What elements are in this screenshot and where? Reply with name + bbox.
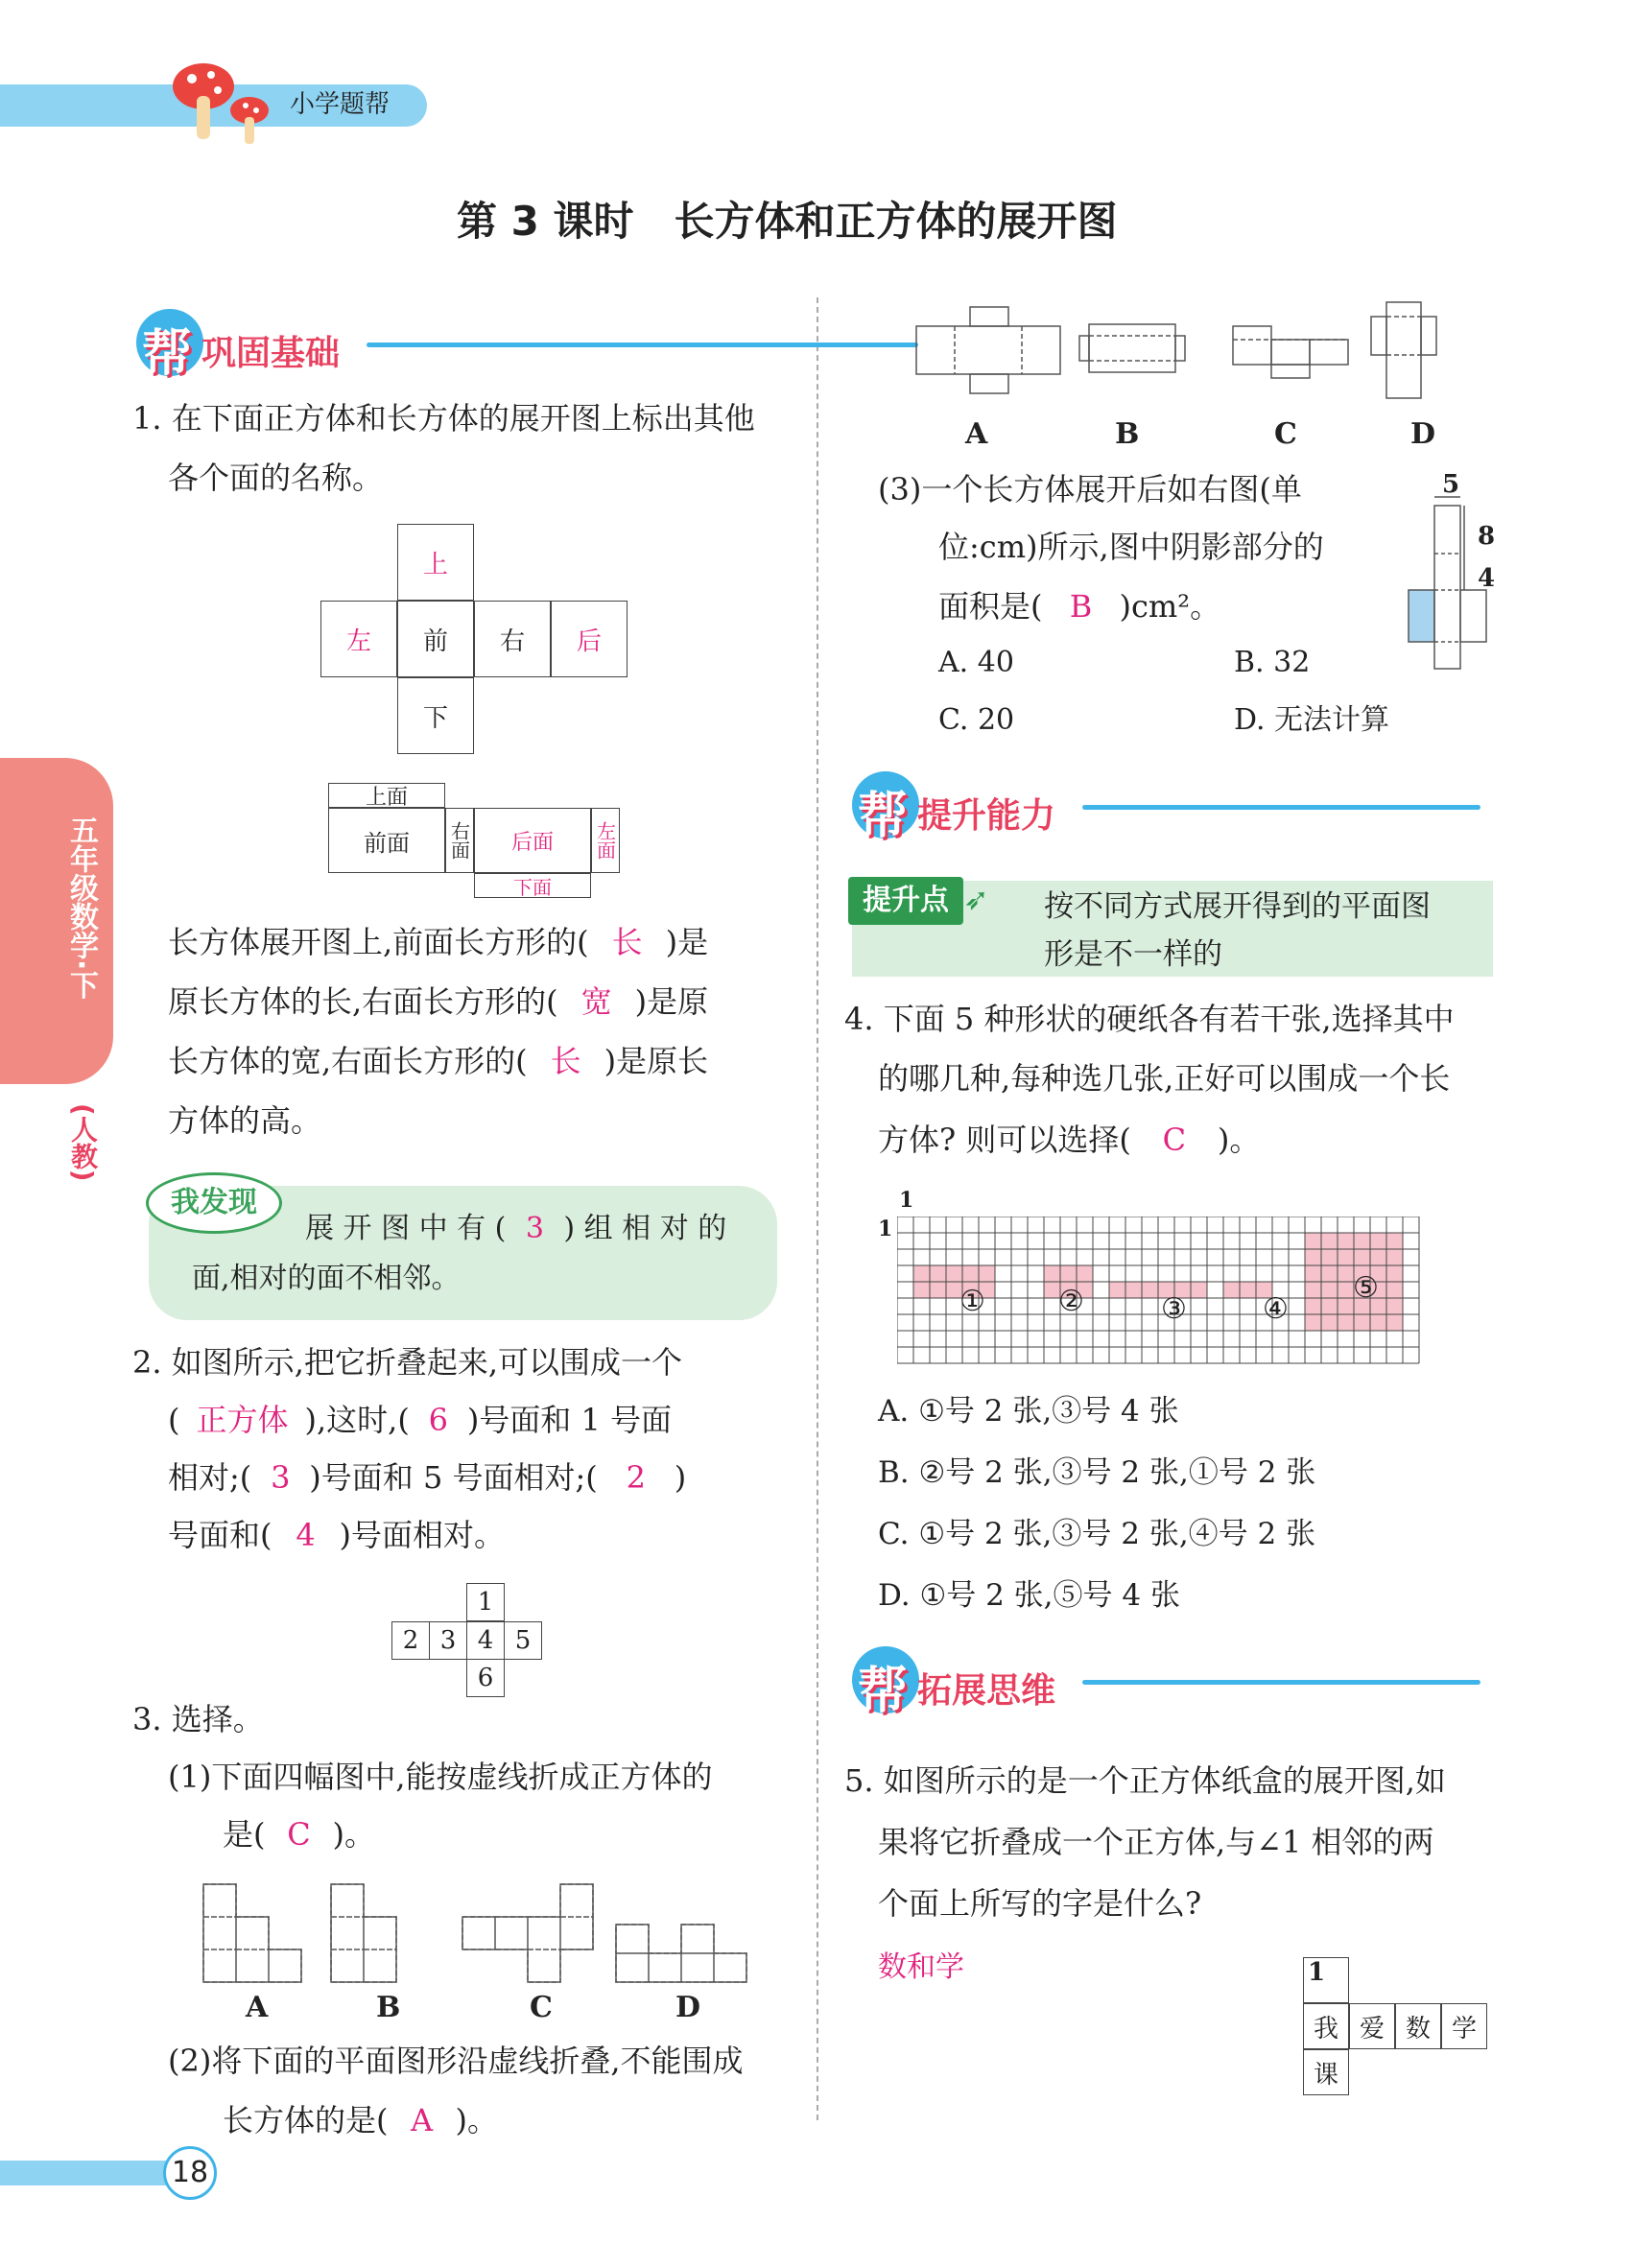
q1-line2: 各个面的名称。: [168, 460, 384, 496]
q2-line2: ( 正方体 ),这时,( 6 )号面和 1 号面: [168, 1402, 673, 1438]
q3-sub2-line2: 长方体的是( A )。: [223, 2102, 498, 2138]
q4-opt-b: B. ②号 2 张,③号 2 张,①号 2 张: [878, 1455, 1316, 1490]
q4-shape-2: ②: [1058, 1285, 1084, 1318]
cuboid-top: 上面: [365, 785, 408, 810]
q4-mark-left: 1: [878, 1217, 893, 1241]
cuboid-right: 右面: [447, 821, 471, 860]
q3-sub3-opt-c: C. 20: [938, 703, 1015, 737]
q4-shape-1: ①: [959, 1285, 985, 1318]
q3-sub2-line1: (2)将下面的平面图形沿虚线折叠,不能围成: [168, 2043, 744, 2079]
cuboid-bottom: 下面: [513, 875, 552, 899]
q3-sub3-line1: (3)一个长方体展开后如右图(单: [878, 471, 1302, 508]
q3-opt-a: A: [246, 1991, 269, 2024]
q4-line1: 4. 下面 5 种形状的硬纸各有若干张,选择其中: [844, 1001, 1455, 1037]
q3-opt-c: C: [530, 1991, 553, 2024]
column-divider: [817, 297, 818, 2120]
q3-sub3-line2: 位:cm)所示,图中阴影部分的: [938, 529, 1324, 565]
q1-fill-line3: 长方体的宽,右面长方形的( 长 )是原长: [168, 1043, 709, 1079]
q2-line3: 相对;( 3 )号面和 5 号面相对;( 2 ): [168, 1459, 687, 1496]
q3-sub1-line2: 是( C )。: [223, 1816, 375, 1853]
q4-line2: 的哪几种,每种选几张,正好可以围成一个长: [878, 1060, 1451, 1097]
brand-name: 小学题帮: [290, 90, 391, 119]
q3-sub2-opt-c: C: [1274, 417, 1297, 451]
cube-left: 左: [345, 626, 371, 656]
dim-8: 8: [1478, 522, 1496, 551]
section-improve: 帮 提升能力: [852, 771, 1504, 839]
point-text1: 按不同方式展开得到的平面图: [1044, 889, 1431, 924]
side-edition: (人教): [67, 1103, 99, 1182]
section-extend: 帮 拓展思维: [852, 1646, 1504, 1713]
q5-line1: 5. 如图所示的是一个正方体纸盒的展开图,如: [844, 1762, 1446, 1799]
q3-opt-b: B: [376, 1991, 401, 2024]
q5-line3: 个面上所写的字是什么?: [878, 1885, 1202, 1922]
cuboid-back: 后面: [510, 830, 554, 855]
q2-line1: 2. 如图所示,把它折叠起来,可以围成一个: [132, 1344, 683, 1381]
q3-sub3-opt-a: A. 40: [938, 646, 1014, 679]
q3-sub1-figures: [192, 1880, 768, 1986]
dim-5: 5: [1442, 470, 1460, 499]
q4-shape-3: ③: [1161, 1292, 1187, 1326]
q4-shape-4: ④: [1263, 1292, 1289, 1326]
q3-sub2-opt-d: D: [1410, 417, 1436, 451]
page-title: 第 3 课时 长方体和正方体的展开图: [457, 198, 1118, 245]
point-arrow-icon: ➶: [963, 881, 989, 917]
discover-line2: 面,相对的面不相邻。: [192, 1262, 461, 1295]
q3-sub3-opt-b: B. 32: [1234, 646, 1311, 679]
point-text2: 形是不一样的: [1044, 937, 1222, 972]
dim-4: 4: [1478, 564, 1496, 593]
q4-opt-a: A. ①号 2 张,③号 4 张: [878, 1394, 1179, 1429]
q1-fill-line2: 原长方体的长,右面长方形的( 宽 )是原: [168, 983, 709, 1020]
q3-sub2-opt-b: B: [1115, 417, 1140, 451]
q3-sub3-opt-d: D. 无法计算: [1234, 703, 1390, 737]
q4-line3: 方体? 则可以选择( C )。: [878, 1122, 1261, 1158]
footer-bar: [0, 2161, 182, 2185]
cube-back: 后: [576, 626, 602, 656]
q5-answer: 数和学: [878, 1950, 964, 1984]
q4-opt-c: C. ①号 2 张,③号 2 张,④号 2 张: [878, 1517, 1316, 1551]
q5-line2: 果将它折叠成一个正方体,与∠1 相邻的两: [878, 1824, 1434, 1860]
q4-shape-5: ⑤: [1353, 1271, 1379, 1305]
cube-bottom: 下: [422, 703, 448, 733]
cuboid-front: 前面: [364, 829, 410, 857]
cube-right: 右: [499, 626, 525, 656]
q1-fill-line1: 长方体展开图上,前面长方形的( 长 )是: [168, 924, 709, 960]
q3-sub3-line3: 面积是( B )cm²。: [938, 588, 1221, 625]
q3-sub2-figures: [907, 297, 1502, 403]
q3-title: 3. 选择。: [132, 1701, 264, 1737]
q3-sub1-line1: (1)下面四幅图中,能按虚线折成正方体的: [168, 1759, 713, 1795]
q4-opt-d: D. ①号 2 张,⑤号 4 张: [878, 1578, 1180, 1613]
cube-front: 前: [422, 626, 448, 656]
cuboid-left: 左面: [593, 821, 617, 860]
q4-mark-top: 1: [899, 1188, 914, 1213]
mushroom-logo-icon: [165, 58, 280, 149]
discover-tag: 我发现: [146, 1172, 282, 1234]
side-grade: 五年级数学·下: [64, 815, 98, 1000]
q1-line1: 1. 在下面正方体和长方体的展开图上标出其他: [132, 400, 755, 437]
q3-sub2-opt-a: A: [965, 417, 988, 451]
q2-line4: 号面和( 4 )号面相对。: [168, 1517, 505, 1553]
page-number: 18: [163, 2146, 217, 2200]
q3-opt-d: D: [675, 1991, 701, 2024]
cube-top: 上: [422, 550, 448, 579]
q1-fill-line4: 方体的高。: [168, 1102, 322, 1139]
point-tag: 提升点: [848, 877, 963, 925]
section-basics: 帮 巩固基础: [136, 309, 789, 376]
discover-line1: 展 开 图 中 有 ( 3 ) 组 相 对 的: [305, 1212, 727, 1245]
